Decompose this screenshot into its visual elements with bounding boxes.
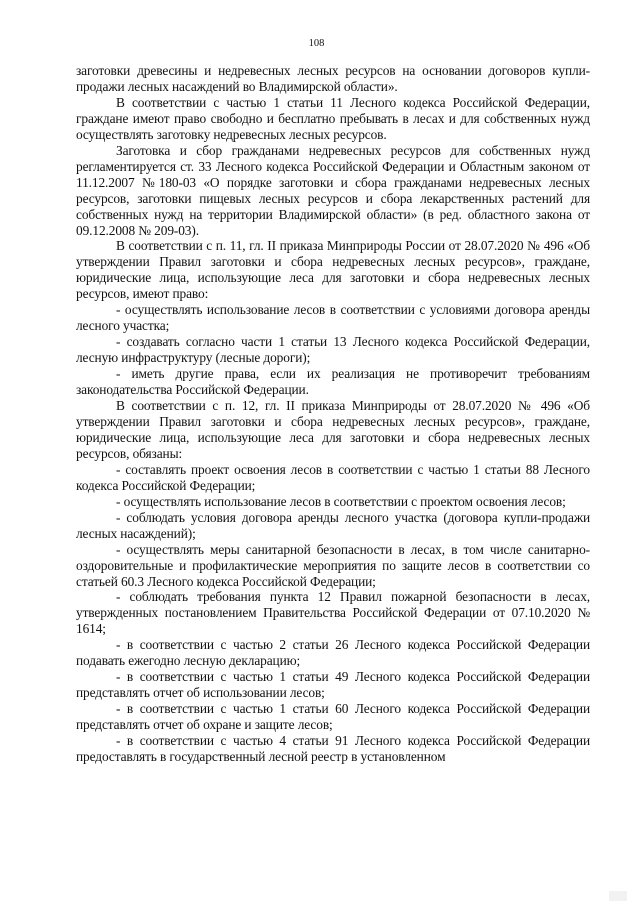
list-item-right: - иметь другие права, если их реализация не противоречит требованиям законодательства Российской Федерации. xyxy=(76,366,590,398)
list-item-obligation: - в соответствии с частью 1 статьи 60 Лесного кодекса Российской Федерации представлять отчет об охране и защите лесов; xyxy=(76,701,590,733)
list-item-obligation: - соблюдать требования пункта 12 Правил пожарной безопасности в лесах, утвержденных постановлением Правительства Российской Федерации от 07.10.2020 № 1614; xyxy=(76,589,590,637)
list-item-obligation: - в соответствии с частью 2 статьи 26 Лесного кодекса Российской Федерации подавать ежегодно лесную декларацию; xyxy=(76,637,590,669)
paragraph-obligations-intro: В соответствии с п. 12, гл. II приказа Минприроды от 28.07.2020 № 496 «Об утверждении Правил заготовки и сбора недревесных лесных ресурсов», граждане, юридические лица, использующие леса для заготовки и сбора недревесных лесных ресурсов, обязаны: xyxy=(76,398,590,461)
list-item-obligation: - в соответствии с частью 4 статьи 91 Лесного кодекса Российской Федерации предоставлять в государственный лесной реестр в установленном xyxy=(76,733,590,764)
scan-corner-mark xyxy=(609,891,627,901)
document-body xyxy=(76,63,590,765)
list-item-obligation: - осуществлять меры санитарной безопасности в лесах, в том числе санитарно-оздоровительные и профилактические мероприятия по защите лесов в соответствии со статьей 60.3 Лесного кодекса Российской Федерации; xyxy=(76,541,590,589)
paragraph-regional-law: Заготовка и сбор гражданами недревесных ресурсов для собственных нужд регламентируется ст. 33 Лесного кодекса Российской Федерации и Областным законом от 11.12.2007 №180-03 «О порядке заготовки и сбора гражданами недревесных лесных ресурсов, заготовки пищевых лесных ресурсов и сбора лекарственных растений для собственных нужд на территории Владимирской области» (в ред. областного закона от 09.12.2008 № 209-03). xyxy=(76,142,590,238)
paragraph-forest-code-article-11: В соответствии с частью 1 статьи 11 Лесного кодекса Российской Федерации, граждане имеют право свободно и бесплатно пребывать в лесах и для собственных нужд осуществлять заготовку недревесных лесных ресурсов. xyxy=(76,94,590,142)
list-item-obligation: - составлять проект освоения лесов в соответствии с частью 1 статьи 88 Лесного кодекса Российской Федерации; xyxy=(76,461,590,493)
paragraph-continuation: заготовки древесины и недревесных лесных ресурсов на основании договоров купли-продажи лесных насаждений во Владимирской области». xyxy=(76,63,590,94)
paragraph-rights-intro: В соответствии с п. 11, гл. II приказа Минприроды России от 28.07.2020 № 496 «Об утверждении Правил заготовки и сбора недревесных лесных ресурсов», граждане, юридические лица, использующие леса для заготовки и сбора недревесных лесных ресурсов, имеют право: xyxy=(76,238,590,302)
list-item-right: - создавать согласно части 1 статьи 13 Лесного кодекса Российской Федерации, лесную инфраструктуру (лесные дороги); xyxy=(76,334,590,366)
list-item-obligation: - осуществлять использование лесов в соответствии с проектом освоения лесов; xyxy=(116,493,566,509)
list-item-right: - осуществлять использование лесов в соответствии с условиями договора аренды лесного участка; xyxy=(76,302,590,334)
page-number: 108 xyxy=(308,38,325,49)
list-item-obligation: - в соответствии с частью 1 статьи 49 Лесного кодекса Российской Федерации представлять отчет об использовании лесов; xyxy=(76,669,590,701)
list-item-obligation: - соблюдать условия договора аренды лесного участка (договора купли-продажи лесных насаждений); xyxy=(76,509,590,541)
